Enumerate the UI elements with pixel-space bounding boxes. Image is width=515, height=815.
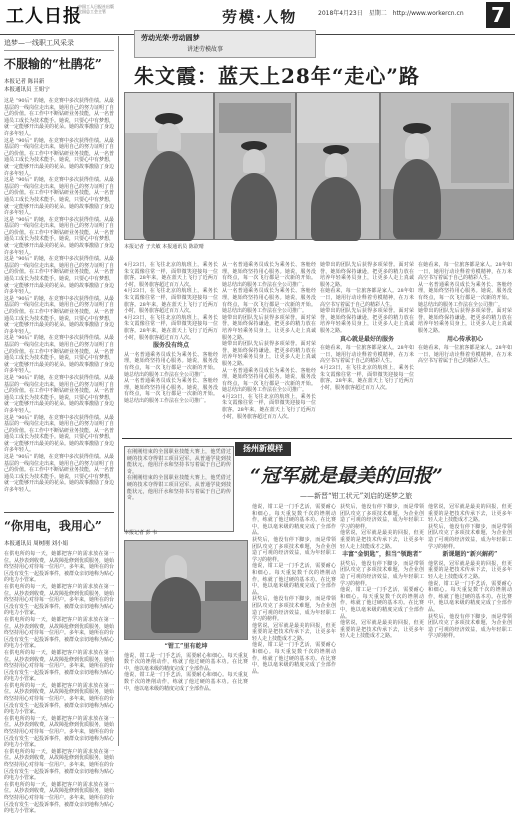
left-byline-1: 本报记者 陈昌新 本报通讯员 王姐宁 [4, 79, 50, 93]
story2-byline: 本报记者 彭 韦 [124, 530, 158, 536]
story2-subheadline: ——新晋“钳工状元”刘启的逐梦之旅 [300, 492, 413, 500]
story2-headline: “冠军就是最美的回报” [250, 465, 443, 487]
story2-subhead-3: 新课题的“新兴解药” [442, 551, 498, 559]
feature-col-3: 她带出的团队先后获得多项荣誉。面对荣誉，她始终保持谦逊，把更多的精力放在培养年轻乘务员身上，让更多人走上真诚服务之路。 在她看来，每一位旅客都是家人。28年如一日，她用行动诠释着劳模精神，在万米高空书写着属于自己的精彩人生。 她带出的团队先后获得多项荣誉。面对荣誉，她始终保持谦逊，把更多的精力放在培养年轻乘务员身上，让更多人走上真诚服务之路。 真心就是最好的服务 在她看来，每一位旅客都是家人。28年如一日，她用行动诠释着劳模精神，在万米高空书写着属于自己的精彩人生。 4月23日，在飞往北京的航班上，乘务长朱文霞像往常一样，面带微笑迎接每一位旅客。28年来，她在蓝天上飞行了近两万小时，服务旅客超过百万人次。 [320, 262, 414, 391]
story2-col-a: “钳工”里有乾坤 他说，钳工是一门手艺活，需要耐心和细心。每天重复数千次的锉削动作，练就了他过硬的基本功。在比赛中，他以毫米级的精度完成了全部作品。 他说，钳工是一门手艺活，需要耐心和细心。每天重复数千次的锉削动作，练就了他过硬的基本功。在比赛中，他以毫米级的精度完成了全部作品。 [124, 643, 248, 692]
feature-headline: 朱文霞：蓝天上28年“走心”路 [134, 64, 420, 88]
logo-subtitle: 中国工人日报社出版 全国总工会主管 [78, 4, 114, 14]
photo-portrait [124, 92, 214, 240]
story2-col-c: 获奖后，他没有停下脚步，而是带领团队攻克了多项技术难题，为企业创造了可观的经济效益，成为年轻职工学习的榜样。 他常说，冠军就是最美的回报，但更重要的是把技术传承下去，让更多年轻人走上技能成才之路。 丰富“金钥匙”，担当“领跑者” 获奖后，他没有停下脚步，而是带领团队攻克了多项技术难题，为企业创造了可观的经济效益，成为年轻职工学习的榜样。 他说，钳工是一门手艺活，需要耐心和细心。每天重复数千次的锉削动作，练就了他过硬的基本功。在比赛中，他以毫米级的精度完成了全部作品。 他常说，冠军就是最美的回报，但更重要的是把技术传承下去，让更多年轻人走上技能成才之路。 [340, 504, 424, 640]
feature-subhead-2: 真心就是最好的服务 [339, 335, 394, 343]
left-column [4, 38, 115, 815]
section-title: 劳模·人物 [222, 8, 298, 26]
story2-subhead-1: “钳工”里有乾坤 [164, 643, 208, 650]
photo-workshop [124, 540, 248, 640]
story2-subhead-2: 丰富“金钥匙”，担当“领跑者” [342, 551, 422, 559]
left-article-1: 这是 “90后” 的她，在竞赛中多次获得佳绩。从最基层的一线岗位走出来，她用自己的努力证明了自己的价值。在工作中不断钻研业务技能，从一名普通员工成长为技术能手。她说，只要心中有梦想，就一定能够开出最美的花朵。她的故事激励了身边许多年轻人。 这是 “90后” 的她，在竞赛中多次获得佳绩。从最基层的一线岗位走出来，她用自己的努力证明了自己的价值。在工作中不断钻研业务技能，从一名普通员工成长为技术能手。她说，只要心中有梦想，就一定能够开出最美的花朵。她的故事激励了身边许多年轻人。 这是 “90后” 的她，在竞赛中多次获得佳绩。从最基层的一线岗位走出来，她用自己的努力证明了自己的价值。在工作中不断钻研业务技能，从一名普通员工成长为技术能手。她说，只要心中有梦想，就一定能够开出最美的花朵。她的故事激励了身边许多年轻人。 这是 “90后” 的她，在竞赛中多次获得佳绩。从最基层的一线岗位走出来，她用自己的努力证明了自己的价值。在工作中不断钻研业务技能，从一名普通员工成长为技术能手。她说，只要心中有梦想，就一定能够开出最美的花朵。她的故事激励了身边许多年轻人。 这是 “90后” 的她，在竞赛中多次获得佳绩。从最基层的一线岗位走出来，她用自己的努力证明了自己的价值。在工作中不断钻研业务技能，从一名普通员工成长为技术能手。她说，只要心中有梦想，就一定能够开出最美的花朵。她的故事激励了身边许多年轻人。 这是 “90后” 的她，在竞赛中多次获得佳绩。从最基层的一线岗位走出来，她用自己的努力证明了自己的价值。在工作中不断钻研业务技能，从一名普通员工成长为技术能手。她说，只要心中有梦想，就一定能够开出最美的花朵。她的故事激励了身边许多年轻人。 这是 “90后” 的她，在竞赛中多次获得佳绩。从最基层的一线岗位走出来，她用自己的努力证明了自己的价值。在工作中不断钻研业务技能，从一名普通员工成长为技术能手。她说，只要心中有梦想，就一定能够开出最美的花朵。她的故事激励了身边许多年轻人。 这是 “90后” 的她，在竞赛中多次获得佳绩。从最基层的一线岗位走出来，她用自己的努力证明了自己的价值。在工作中不断钻研业务技能，从一名普通员工成长为技术能手。她说，只要心中有梦想，就一定能够开出最美的花朵。她的故事激励了身边许多年轻人。 这是 “90后” 的她，在竞赛中多次获得佳绩。从最基层的一线岗位走出来，她用自己的努力证明了自己的价值。在工作中不断钻研业务技能，从一名普通员工成长为技术能手。她说，只要心中有梦想，就一定能够开出最美的花朵。她的故事激励了身边许多年轻人。 这是 “90后” 的她，在竞赛中多次获得佳绩。从最基层的一线岗位走出来，她用自己的努力证明了自己的价值。在工作中不断钻研业务技能，从一名普通员工成长为技术能手。她说，只要心中有梦想，就一定能够开出最美的花朵。她的故事激励了身边许多年轻人。 [4, 98, 115, 494]
left-byline-2: 本报通讯员 周树刚 刘小娟 [4, 541, 68, 547]
story2-label: 扬州新模样 [235, 442, 291, 456]
page-number: 7 [486, 2, 510, 28]
story2-col-d: 他常说，冠军就是最美的回报，但更重要的是把技术传承下去，让更多年轻人走上技能成才之路。 获奖后，他没有停下脚步，而是带领团队攻克了多项技术难题，为企业创造了可观的经济效益，成为年轻职工学习的榜样。 新课题的“新兴解药” 他常说，冠军就是最美的回报，但更重要的是把技术传承下去，让更多年轻人走上技能成才之路。 他说，钳工是一门手艺活，需要耐心和细心。每天重复数千次的锉削动作，练就了他过硬的基本功。在比赛中，他以毫米级的精度完成了全部作品。 获奖后，他没有停下脚步，而是带领团队攻克了多项技术难题，为企业创造了可观的经济效益，成为年轻职工学习的榜样。 [428, 504, 512, 640]
story2-intro: 在刚刚结束的全国职业技能大赛上，他凭借过硬的技术夺得钳工项目冠军。从普通学徒到技能状元，他用汗水和坚持书写着属于自己的传奇。 在刚刚结束的全国职业技能大赛上，他凭借过硬的技术夺得钳工项目冠军。从普通学徒到技能状元，他用汗水和坚持书写着属于自己的传奇。 [127, 449, 231, 502]
feature-byline: 本报记者 子夫敏 本报通讯员 陈欲晴 [124, 244, 204, 250]
feature-subhead-1: 服务没有终点 [152, 342, 189, 350]
left-headline-1: 不服输的“杜鹃花” [4, 57, 102, 71]
story2-body [252, 504, 512, 744]
banner-title: 劳动光荣·劳动圆梦 [141, 34, 200, 42]
feature-col-1: 4月23日，在飞往北京的航班上，乘务长朱文霞像往常一样，面带微笑迎接每一位旅客。28年来，她在蓝天上飞行了近两万小时，服务旅客超过百万人次。 4月23日，在飞往北京的航班上，乘务长朱文霞像往常一样，面带微笑迎接每一位旅客。28年来，她在蓝天上飞行了近两万小时，服务旅客超过百万人次。 4月23日，在飞往北京的航班上，乘务长朱文霞像往常一样，面带微笑迎接每一位旅客。28年来，她在蓝天上飞行了近两万小时，服务旅客超过百万人次。 服务没有终点 从一名普通乘务员成长为乘务长、客舱经理，她始终坚持用心服务。她说，服务没有终点，每一次飞行都是一次新的开始。她总结出的服务工作法在全公司推广。 从一名普通乘务员成长为乘务长、客舱经理，她始终坚持用心服务。她说，服务没有终点，每一次飞行都是一次新的开始。她总结出的服务工作法在全公司推广。 [124, 262, 218, 404]
photo-cabin-left [214, 92, 296, 240]
story2-col-b: 他说，钳工是一门手艺活，需要耐心和细心。每天重复数千次的锉削动作，练就了他过硬的基本功。在比赛中，他以毫米级的精度完成了全部作品。 获奖后，他没有停下脚步，而是带领团队攻克了多项技术难题，为企业创造了可观的经济效益，成为年轻职工学习的榜样。 他说，钳工是一门手艺活，需要耐心和细心。每天重复数千次的锉削动作，练就了他过硬的基本功。在比赛中，他以毫米级的精度完成了全部作品。 获奖后，他没有停下脚步，而是带领团队攻克了多项技术难题，为企业创造了可观的经济效益，成为年轻职工学习的榜样。 他常说，冠军就是最美的回报，但更重要的是把技术传承下去，让更多年轻人走上技能成才之路。 他说，钳工是一门手艺活，需要耐心和细心。每天重复数千次的锉削动作，练就了他过硬的基本功。在比赛中，他以毫米级的精度完成了全部作品。 [252, 504, 336, 675]
photo-cabin-center [296, 92, 380, 240]
feature-col-4: 在她看来，每一位旅客都是家人。28年如一日，她用行动诠释着劳模精神，在万米高空书写着属于自己的精彩人生。 从一名普通乘务员成长为乘务长、客舱经理，她始终坚持用心服务。她说，服务没有终点，每一次飞行都是一次新的开始。她总结出的服务工作法在全公司推广。 她带出的团队先后获得多项荣誉。面对荣誉，她始终保持谦逊，把更多的精力放在培养年轻乘务员身上，让更多人走上真诚服务之路。 用心传承初心 在她看来，每一位旅客都是家人。28年如一日，她用行动诠释着劳模精神，在万米高空书写着属于自己的精彩人生。 [418, 262, 512, 365]
story2-intro-box [124, 446, 234, 532]
column-banner [134, 30, 316, 58]
left-headline-2: “你用电，我用心” [4, 519, 102, 533]
series-label: 追梦—一线职工风采录 [4, 38, 114, 51]
banner-subtitle: 讲述劳模故事 [187, 46, 224, 53]
feature-subhead-3: 用心传承初心 [446, 335, 483, 343]
section-rule [122, 438, 512, 439]
column-divider [118, 36, 119, 746]
issue-date: 2018年4月23日 星期二 http://www.workercn.cn [318, 10, 464, 17]
newspaper-logo: 工人日报 [6, 6, 82, 27]
photo-cabin-right [380, 92, 514, 240]
feature-body [124, 262, 512, 434]
feature-col-2: 从一名普通乘务员成长为乘务长、客舱经理，她始终坚持用心服务。她说，服务没有终点，每一次飞行都是一次新的开始。她总结出的服务工作法在全公司推广。 从一名普通乘务员成长为乘务长、客舱经理，她始终坚持用心服务。她说，服务没有终点，每一次飞行都是一次新的开始。她总结出的服务工作法在全公司推广。 她带出的团队先后获得多项荣誉。面对荣誉，她始终保持谦逊，把更多的精力放在培养年轻乘务员身上，让更多人走上真诚服务之路。 她带出的团队先后获得多项荣誉。面对荣誉，她始终保持谦逊，把更多的精力放在培养年轻乘务员身上，让更多人走上真诚服务之路。 从一名普通乘务员成长为乘务长、客舱经理，她始终坚持用心服务。她说，服务没有终点，每一次飞行都是一次新的开始。她总结出的服务工作法在全公司推广。 4月23日，在飞往北京的航班上，乘务长朱文霞像往常一样，面带微笑迎接每一位旅客。28年来，她在蓝天上飞行了近两万小时，服务旅客超过百万人次。 [222, 262, 316, 420]
left-article-2: 在供电所的每一天，她都把客户的需求放在第一位。从抄表到收费，从故障抢修到优质服务，她始终坚持用心对待每一位用户。多年来，她所在的台区没有发生一起投诉事件，被群众亲切地称为贴心的电力小管家。 在供电所的每一天，她都把客户的需求放在第一位。从抄表到收费，从故障抢修到优质服务，她始终坚持用心对待每一位用户。多年来，她所在的台区没有发生一起投诉事件，被群众亲切地称为贴心的电力小管家。 在供电所的每一天，她都把客户的需求放在第一位。从抄表到收费，从故障抢修到优质服务，她始终坚持用心对待每一位用户。多年来，她所在的台区没有发生一起投诉事件，被群众亲切地称为贴心的电力小管家。 在供电所的每一天，她都把客户的需求放在第一位。从抄表到收费，从故障抢修到优质服务，她始终坚持用心对待每一位用户。多年来，她所在的台区没有发生一起投诉事件，被群众亲切地称为贴心的电力小管家。 在供电所的每一天，她都把客户的需求放在第一位。从抄表到收费，从故障抢修到优质服务，她始终坚持用心对待每一位用户。多年来，她所在的台区没有发生一起投诉事件，被群众亲切地称为贴心的电力小管家。 在供电所的每一天，她都把客户的需求放在第一位。从抄表到收费，从故障抢修到优质服务，她始终坚持用心对待每一位用户。多年来，她所在的台区没有发生一起投诉事件，被群众亲切地称为贴心的电力小管家。 在供电所的每一天，她都把客户的需求放在第一位。从抄表到收费，从故障抢修到优质服务，她始终坚持用心对待每一位用户。多年来，她所在的台区没有发生一起投诉事件，被群众亲切地称为贴心的电力小管家。 在供电所的每一天，她都把客户的需求放在第一位。从抄表到收费，从故障抢修到优质服务，她始终坚持用心对待每一位用户。多年来，她所在的台区没有发生一起投诉事件，被群众亲切地称为贴心的电力小管家。 [4, 551, 115, 815]
